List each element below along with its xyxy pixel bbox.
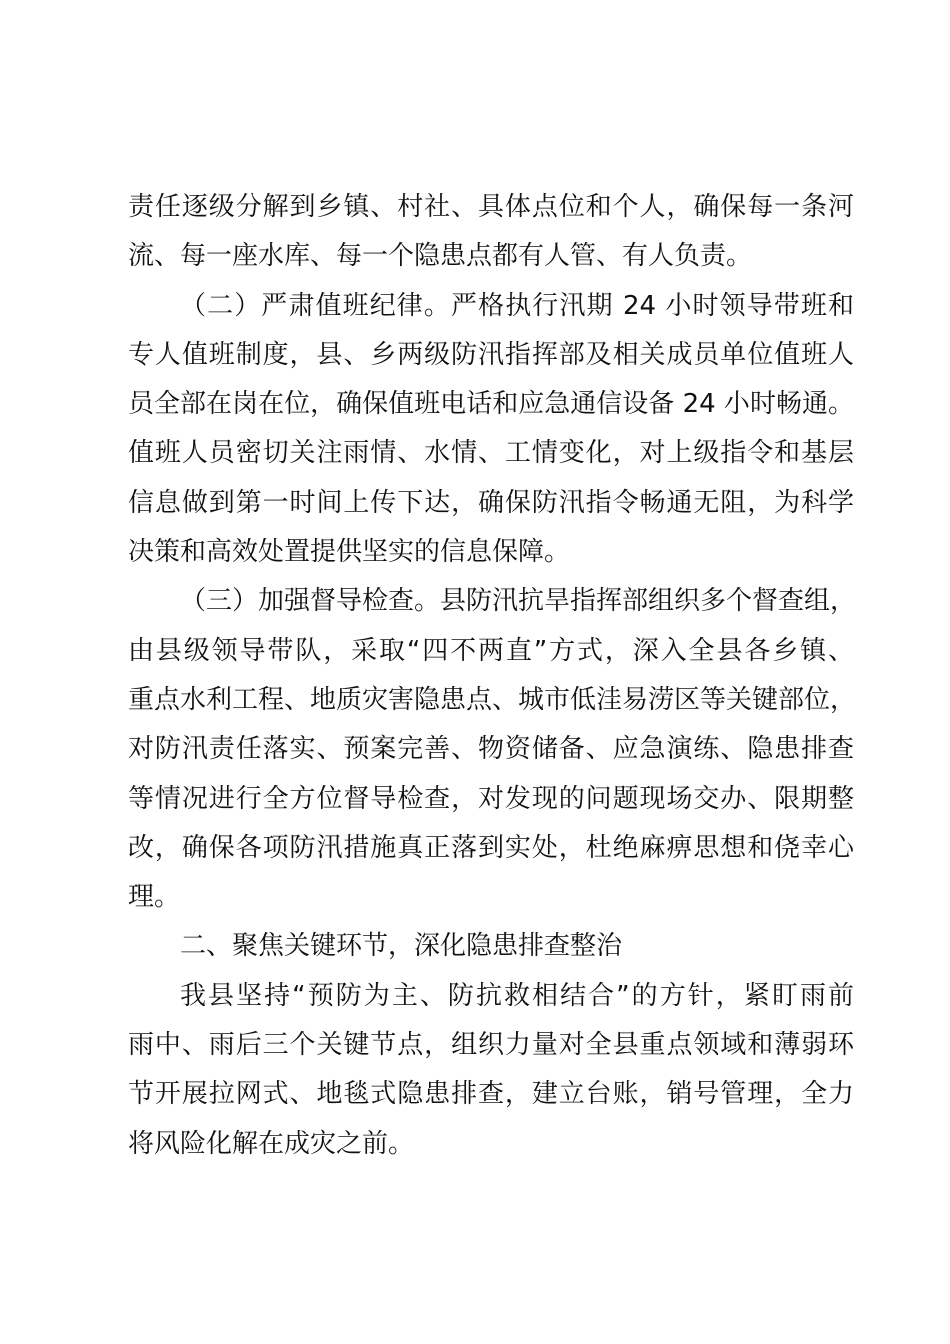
document-body — [128, 183, 857, 1169]
paragraph-line: 信息做到第一时间上传下达，确保防汛指令畅通无阻，为科学 — [128, 487, 854, 518]
paragraph-line: （二）严肃值班纪律。严格执行汛期 24 小时领导带班和 — [180, 290, 854, 321]
paragraph-line: 员全部在岗在位，确保值班电话和应急通信设备 24 小时畅通。 — [128, 389, 854, 420]
paragraph-line: 理。 — [128, 882, 181, 913]
paragraph-line: 重点水利工程、地质灾害隐患点、城市低洼易涝区等关键部位， — [128, 684, 857, 715]
paragraph-line: 我县坚持“预防为主、防抗救相结合”的方针，紧盯雨前 — [180, 980, 854, 1011]
paragraph-line: 专人值班制度，县、乡两级防汛指挥部及相关成员单位值班人 — [128, 339, 854, 370]
paragraph-line: 决策和高效处置提供坚实的信息保障。 — [128, 537, 571, 568]
paragraph-line: 值班人员密切关注雨情、水情、工情变化，对上级指令和基层 — [128, 438, 854, 469]
paragraph-line: 雨中、雨后三个关键节点，组织力量对全县重点领域和薄弱环 — [128, 1030, 854, 1061]
paragraph-line: 等情况进行全方位督导检查，对发现的问题现场交办、限期整 — [128, 783, 854, 814]
paragraph-line: 对防汛责任落实、预案完善、物资储备、应急演练、隐患排查 — [128, 734, 854, 765]
paragraph-line: （三）加强督导检查。县防汛抗旱指挥部组织多个督查组， — [180, 586, 857, 617]
paragraph-line: 节开展拉网式、地毯式隐患排查，建立台账，销号管理，全力 — [128, 1079, 854, 1110]
paragraph-line: 改，确保各项防汛措施真正落到实处，杜绝麻痹思想和侥幸心 — [128, 832, 854, 863]
paragraph-line: 将风险化解在成灾之前。 — [128, 1128, 415, 1159]
paragraph-line: 由县级领导带队，采取“四不两直”方式，深入全县各乡镇、 — [128, 635, 854, 666]
paragraph-line: 流、每一座水库、每一个隐患点都有人管、有人负责。 — [128, 241, 753, 272]
paragraph-line: 责任逐级分解到乡镇、村社、具体点位和个人，确保每一条河 — [128, 192, 854, 222]
section-heading: 二、聚焦关键环节，深化隐患排查整治 — [180, 931, 623, 962]
